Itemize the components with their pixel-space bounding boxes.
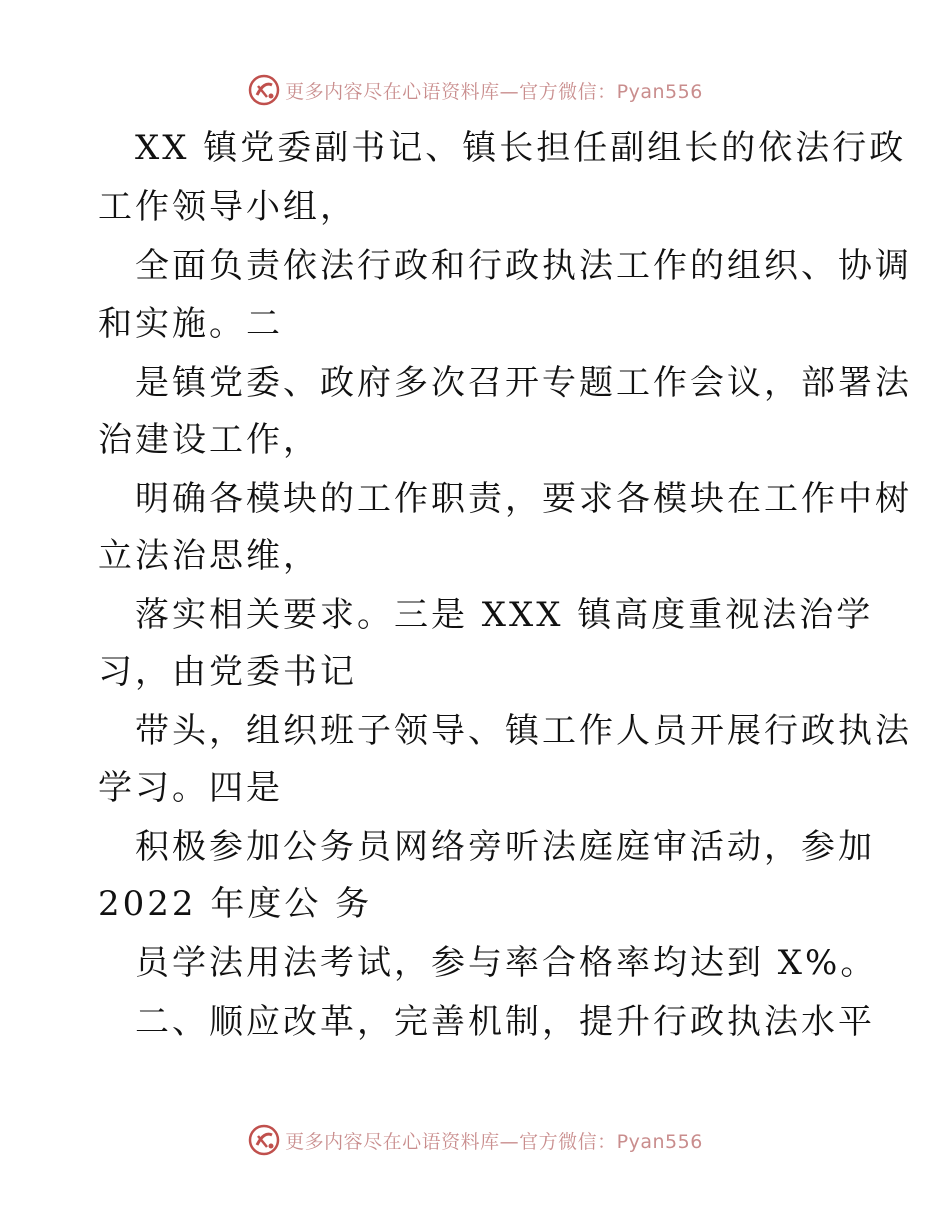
text-line: 和实施。二 [98,304,283,344]
text-line: 习，由党委书记 [98,652,357,692]
text-line: 员学法用法考试，参与率合格率均达到 X%。 [135,943,878,983]
footer-watermark [0,1120,950,1160]
header-watermark [0,70,950,110]
section-heading: 二、顺应改革，完善机制，提升行政执法水平 [135,1002,875,1042]
text-line: 明确各模块的工作职责，要求各模块在工作中树 [135,479,912,519]
text-line: 落实相关要求。三是 XXX 镇高度重视法治学 [135,595,874,635]
header-watermark-text: 更多内容尽在心语资料库—官方微信：Pyan556 [285,80,703,103]
text-line: 治建设工作， [98,420,320,460]
text-line: 工作领导小组， [98,187,357,227]
text-line: 带头，组织班子领导、镇工作人员开展行政执法 [135,711,912,751]
text-line: 积极参加公务员网络旁听法庭庭审活动，参加 [135,827,875,867]
text-line: XX 镇党委副书记、镇长担任副组长的依法行政 [135,128,907,168]
text-line: 2022 年度公 务 [98,884,373,924]
text-line: 全面负责依法行政和行政执法工作的组织、协调 [135,246,912,286]
text-line: 立法治思维， [98,536,320,576]
footer-watermark-text: 更多内容尽在心语资料库—官方微信：Pyan556 [285,1130,703,1153]
text-line: 是镇党委、政府多次召开专题工作会议，部署法 [135,363,912,403]
logo-icon [247,1123,281,1157]
text-line: 学习。四是 [98,768,283,808]
logo-icon [247,73,281,107]
